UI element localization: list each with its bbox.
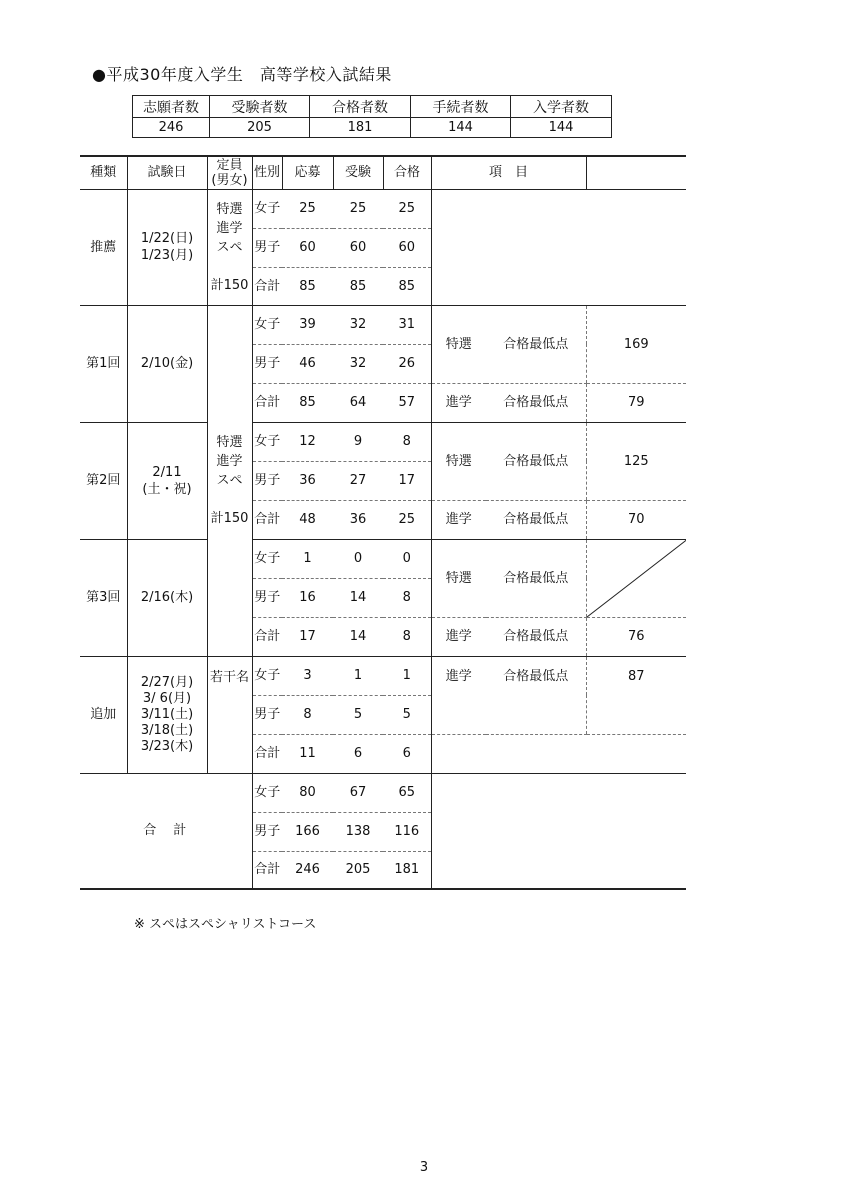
applied-cell: 85 xyxy=(282,267,333,305)
passed-cell: 57 xyxy=(383,383,431,422)
taken-cell: 60 xyxy=(333,228,383,267)
summary-value: 144 xyxy=(511,118,612,138)
summary-header: 志願者数 xyxy=(133,96,210,118)
taken-cell: 36 xyxy=(333,500,383,539)
header-type: 種類 xyxy=(80,156,127,189)
gender-cell: 男子 xyxy=(252,695,282,734)
header-passed: 合格 xyxy=(383,156,431,189)
applied-cell: 46 xyxy=(282,344,333,383)
capacity-general: 特選 進学 スペ 計150 xyxy=(207,305,252,656)
summary-table xyxy=(132,95,612,138)
applied-cell: 39 xyxy=(282,305,333,344)
taken-cell: 1 xyxy=(333,656,383,695)
summary-value: 246 xyxy=(133,118,210,138)
header-date: 試験日 xyxy=(127,156,207,189)
passed-cell: 17 xyxy=(383,461,431,500)
date-additional: 2/27(月) 3/ 6(月) 3/11(土) 3/18(土) 3/23(木) xyxy=(127,656,207,773)
gender-cell: 合計 xyxy=(252,734,282,773)
type-total: 合 計 xyxy=(80,773,252,889)
gender-cell: 女子 xyxy=(252,773,282,812)
summary-value: 144 xyxy=(411,118,511,138)
page-title: ●平成30年度入学生 高等学校入試結果 xyxy=(92,65,392,84)
gender-cell: 女子 xyxy=(252,422,282,461)
applied-cell: 11 xyxy=(282,734,333,773)
summary-header: 受験者数 xyxy=(210,96,310,118)
applied-cell: 25 xyxy=(282,189,333,228)
item-course: 特選 xyxy=(431,422,486,500)
taken-cell: 138 xyxy=(333,812,383,851)
capacity-suisen: 特選 進学 スペ 計150 xyxy=(207,189,252,305)
taken-cell: 32 xyxy=(333,344,383,383)
item-score: 87 xyxy=(586,656,686,734)
item-label: 合格最低点 xyxy=(486,656,586,734)
item-score: 125 xyxy=(586,422,686,500)
diagonal-strike xyxy=(587,540,687,617)
passed-cell: 8 xyxy=(383,578,431,617)
header-taken: 受験 xyxy=(333,156,383,189)
header-capacity: 定員 (男女) xyxy=(207,156,252,189)
item-course: 特選 xyxy=(431,539,486,617)
passed-cell: 85 xyxy=(383,267,431,305)
page-number: 3 xyxy=(419,1160,429,1175)
taken-cell: 27 xyxy=(333,461,383,500)
taken-cell: 9 xyxy=(333,422,383,461)
gender-cell: 女子 xyxy=(252,189,282,228)
applied-cell: 3 xyxy=(282,656,333,695)
item-course: 進学 xyxy=(431,500,486,539)
applied-cell: 246 xyxy=(295,862,320,878)
capacity-additional: 若干名 xyxy=(207,656,252,773)
passed-cell: 31 xyxy=(383,305,431,344)
item-course: 特選 xyxy=(431,305,486,383)
gender-cell: 合計 xyxy=(252,617,282,656)
passed-cell: 26 xyxy=(383,344,431,383)
summary-header: 手続者数 xyxy=(411,96,511,118)
applied-cell: 12 xyxy=(282,422,333,461)
type-suisen: 推薦 xyxy=(80,189,127,305)
summary-header: 合格者数 xyxy=(310,96,411,118)
applied-cell: 80 xyxy=(282,773,333,812)
passed-cell: 8 xyxy=(383,422,431,461)
summary-value: 181 xyxy=(310,118,411,138)
item-label: 合格最低点 xyxy=(486,422,586,500)
taken-cell: 14 xyxy=(333,617,383,656)
passed-cell: 181 xyxy=(383,851,431,889)
passed-cell: 116 xyxy=(383,812,431,851)
gender-cell: 男子 xyxy=(252,578,282,617)
applied-cell: 1 xyxy=(282,539,333,578)
passed-cell: 25 xyxy=(383,500,431,539)
applied-cell: 48 xyxy=(282,500,333,539)
gender-cell: 男子 xyxy=(252,461,282,500)
passed-cell: 8 xyxy=(383,617,431,656)
type-additional: 追加 xyxy=(80,656,127,773)
type-round3: 第3回 xyxy=(80,539,127,656)
item-score: 76 xyxy=(586,617,686,656)
summary-value: 205 xyxy=(210,118,310,138)
date-round2: 2/11 (土・祝) xyxy=(127,422,207,539)
gender-cell: 合計 xyxy=(252,383,282,422)
item-score: 79 xyxy=(586,383,686,422)
applied-cell: 36 xyxy=(282,461,333,500)
header-item: 項 目 xyxy=(431,156,586,189)
taken-cell: 25 xyxy=(333,189,383,228)
gender-cell: 女子 xyxy=(252,305,282,344)
item-label: 合格最低点 xyxy=(486,539,586,617)
results-table xyxy=(80,155,686,890)
passed-cell: 60 xyxy=(383,228,431,267)
passed-cell: 5 xyxy=(383,695,431,734)
item-course: 進学 xyxy=(431,617,486,656)
gender-cell: 男子 xyxy=(252,228,282,267)
gender-cell: 合計 xyxy=(252,500,282,539)
date-round1: 2/10(金) xyxy=(127,305,207,422)
taken-cell: 0 xyxy=(333,539,383,578)
header-gender: 性別 xyxy=(252,156,282,189)
item-label: 合格最低点 xyxy=(486,305,586,383)
gender-cell: 男子 xyxy=(252,344,282,383)
item-label: 合格最低点 xyxy=(486,617,586,656)
taken-cell: 5 xyxy=(333,695,383,734)
applied-cell: 8 xyxy=(282,695,333,734)
gender-cell: 女子 xyxy=(252,656,282,695)
passed-cell: 6 xyxy=(383,734,431,773)
taken-cell: 67 xyxy=(333,773,383,812)
applied-cell: 166 xyxy=(282,812,333,851)
passed-cell: 65 xyxy=(383,773,431,812)
taken-cell: 85 xyxy=(333,267,383,305)
taken-cell: 6 xyxy=(333,734,383,773)
gender-cell: 男子 xyxy=(252,812,282,851)
taken-cell: 205 xyxy=(345,862,371,878)
item-score: 169 xyxy=(586,305,686,383)
item-score: 70 xyxy=(586,500,686,539)
item-score-blank xyxy=(586,539,686,617)
gender-cell: 女子 xyxy=(252,539,282,578)
type-round2: 第2回 xyxy=(80,422,127,539)
passed-cell: 1 xyxy=(383,656,431,695)
passed-cell: 25 xyxy=(383,189,431,228)
item-label: 合格最低点 xyxy=(486,500,586,539)
item-course: 進学 xyxy=(431,383,486,422)
footnote: ※ スペはスペシャリストコース xyxy=(134,917,317,932)
applied-cell: 16 xyxy=(282,578,333,617)
item-course: 進学 xyxy=(431,656,486,734)
applied-cell: 17 xyxy=(282,617,333,656)
taken-cell: 32 xyxy=(333,305,383,344)
applied-cell: 60 xyxy=(282,228,333,267)
applied-cell: 85 xyxy=(282,383,333,422)
header-applied: 応募 xyxy=(282,156,333,189)
gender-cell: 合計 xyxy=(254,862,281,878)
summary-header: 入学者数 xyxy=(511,96,612,118)
gender-cell: 合計 xyxy=(252,267,282,305)
type-round1: 第1回 xyxy=(80,305,127,422)
passed-cell: 0 xyxy=(383,539,431,578)
taken-cell: 64 xyxy=(333,383,383,422)
date-round3: 2/16(木) xyxy=(127,539,207,656)
item-label: 合格最低点 xyxy=(486,383,586,422)
date-suisen: 1/22(日) 1/23(月) xyxy=(127,189,207,305)
taken-cell: 14 xyxy=(333,578,383,617)
